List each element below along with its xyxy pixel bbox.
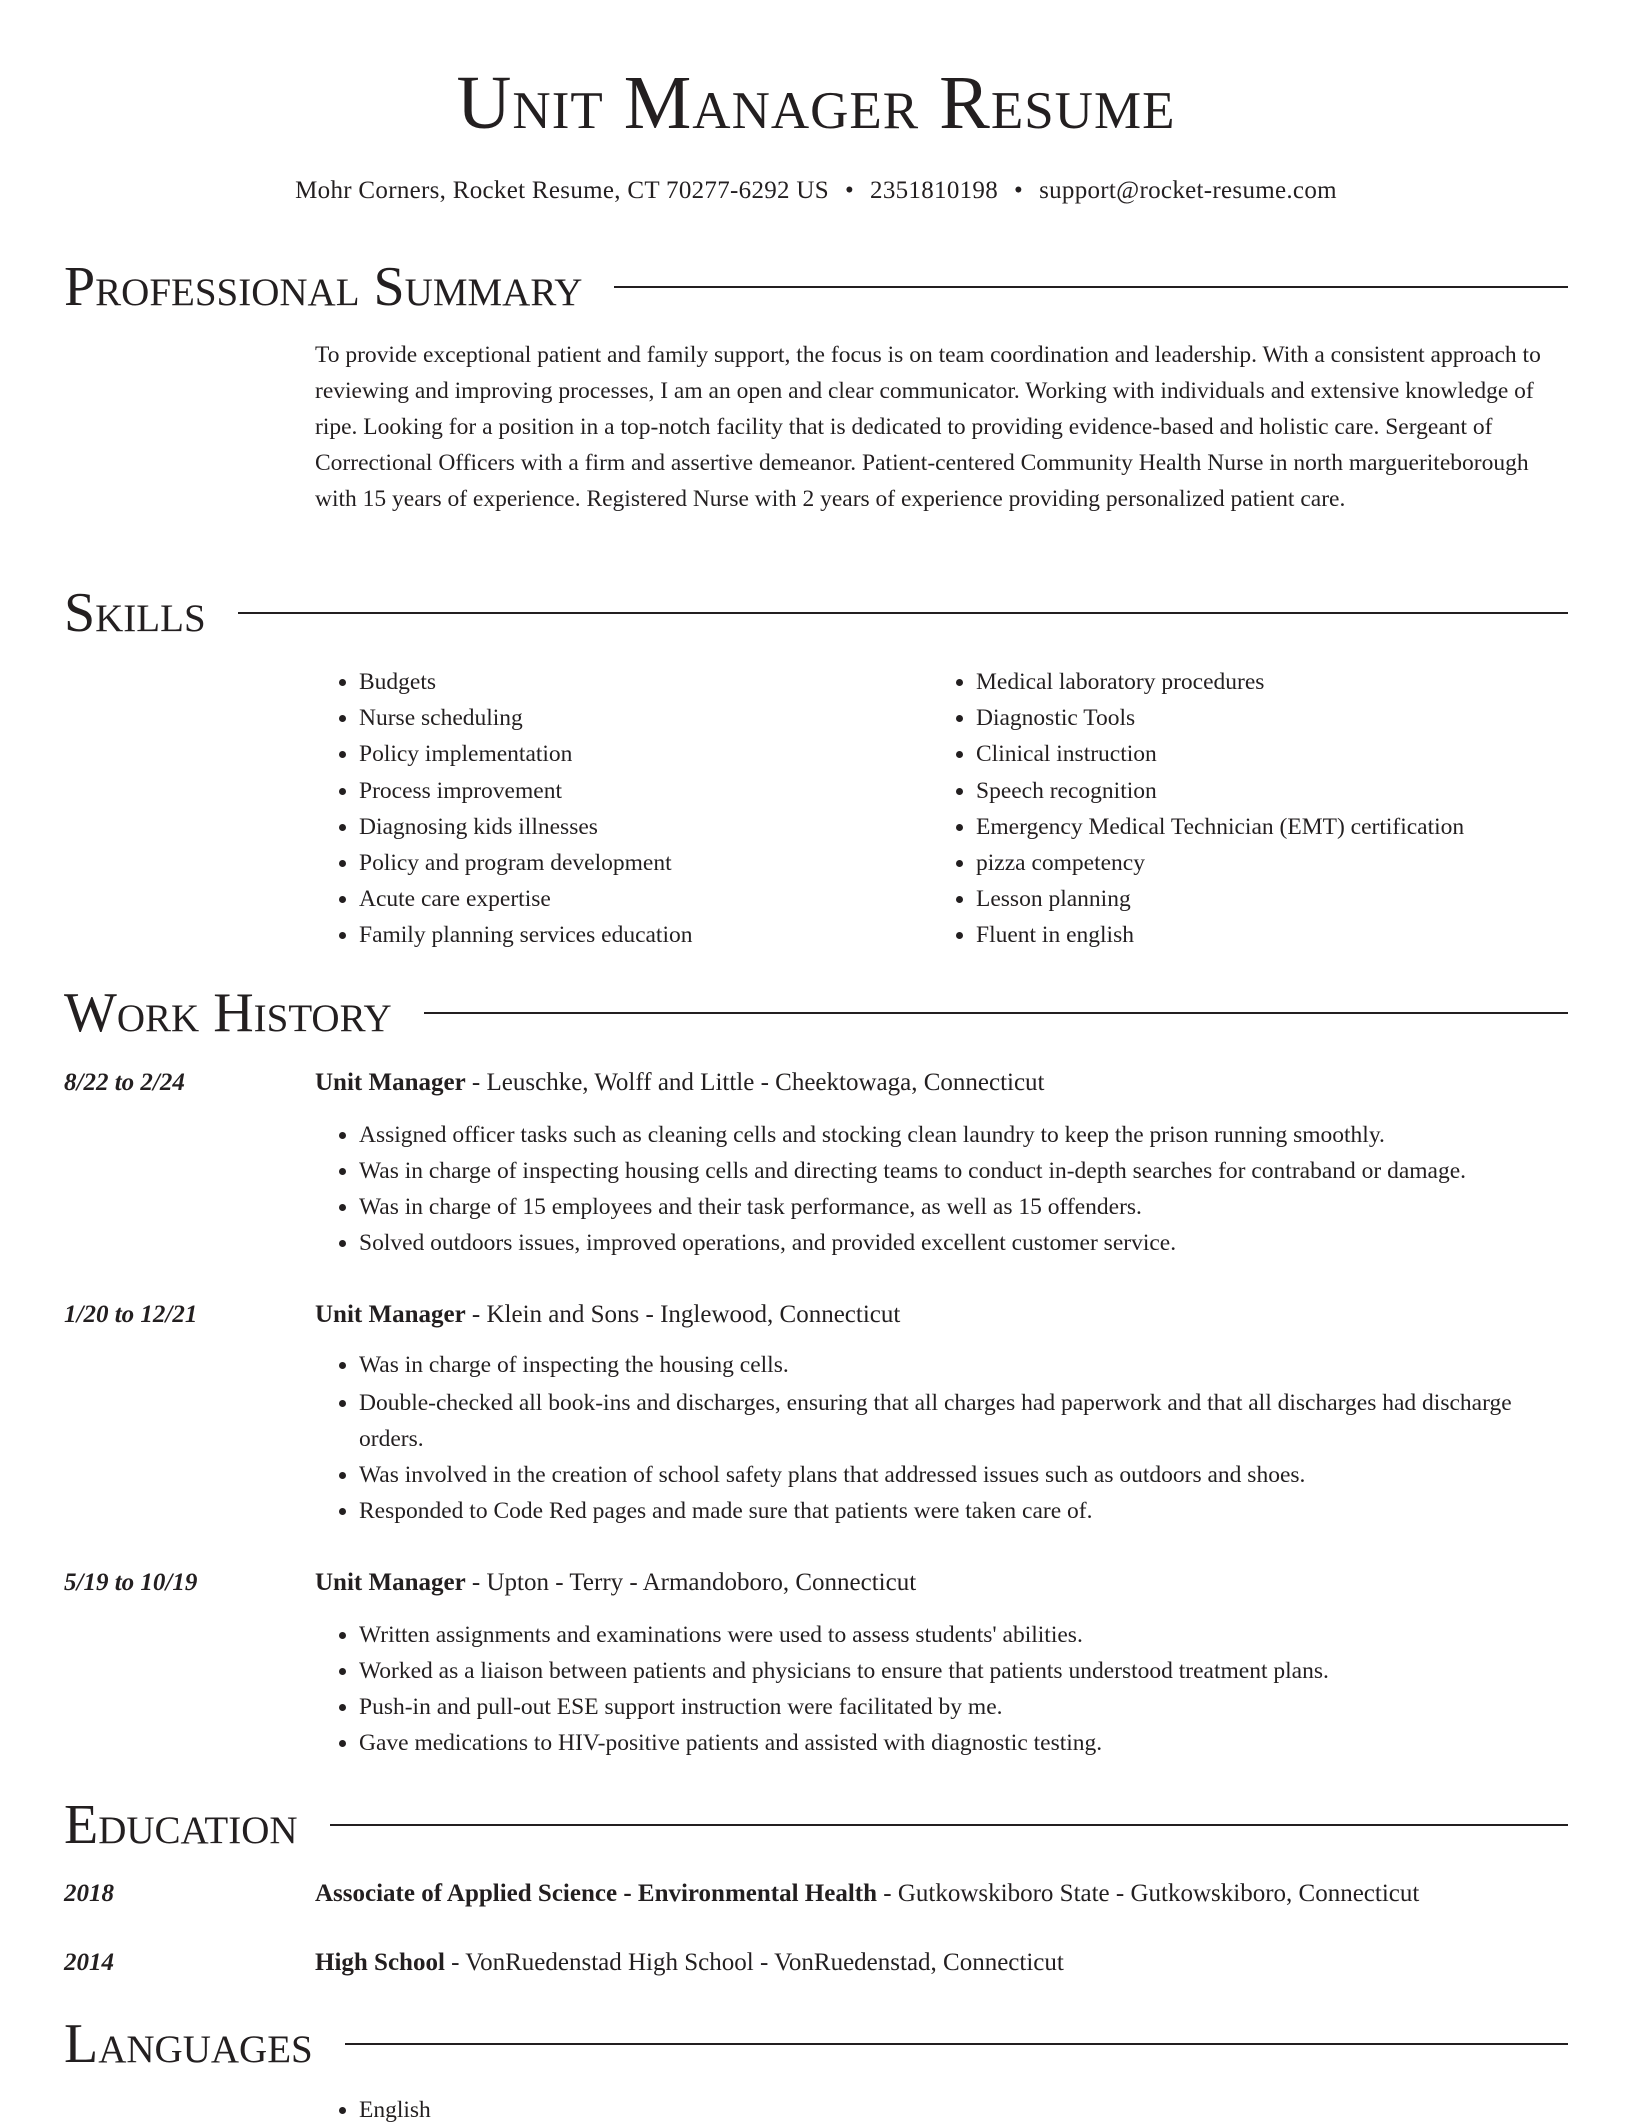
skill-item: • Acute care expertise <box>359 881 932 917</box>
language-item: • English <box>359 2092 1568 2128</box>
job-duty: • Was in charge of 15 employees and their task performance, as well as 15 offenders. <box>359 1189 1568 1225</box>
section-divider <box>614 286 1568 288</box>
job-duties <box>315 1347 1568 1529</box>
skill-item: • Diagnosing kids illnesses <box>359 809 932 845</box>
section-header-education <box>64 1790 1568 1860</box>
job-duty: • Responded to Code Red pages and made sure that patients were taken care of. <box>359 1493 1568 1529</box>
contact-separator: • <box>1014 177 1024 204</box>
job-duties <box>315 1617 1568 1761</box>
education-degree: High School <box>315 1949 445 1976</box>
job-duty: • Double-checked all book-ins and discharges, ensuring that all charges had paperwork and that all discharges had discharge orders. <box>359 1385 1568 1457</box>
skill-item: • Family planning services education <box>359 917 932 953</box>
skill-item: • Medical laboratory procedures <box>976 664 1549 700</box>
education-entry <box>315 1945 1568 1981</box>
job-employer: - Klein and Sons - Inglewood, Connecticut <box>465 1301 901 1328</box>
summary-text: To provide exceptional patient and family support, the focus is on team coordination and leadership. With a consistent approach to reviewing and improving processes, I am an open and clear communicator. Working with individuals and extensive knowledge of ripe. Looking for a position in a top-notch facility that is dedicated to providing evidence-based and holistic care. Sergeant of Correctional Officers with a firm and assertive demeanor. Patient-centered Community Health Nurse in north margueriteborough with 15 years of experience. Registered Nurse with 2 years of experience providing personalized patient care. <box>315 342 1541 512</box>
job-employer: - Upton - Terry - Armandoboro, Connecticut <box>465 1569 917 1596</box>
job-duty: • Push-in and pull-out ESE support instruction were facilitated by me. <box>359 1689 1568 1725</box>
job-entry <box>315 1297 1568 1529</box>
education-heading <box>315 1945 1568 1981</box>
skill-item: • Policy and program development <box>359 845 932 881</box>
contact-phone: 2351810198 <box>870 177 999 204</box>
section-title-summary: Professional Summary <box>64 256 583 318</box>
skills-columns <box>315 664 1568 954</box>
job-heading <box>315 1565 1568 1601</box>
job-dates: 1/20 to 12/21 <box>64 1301 198 1328</box>
job-duty: • Written assignments and examinations were used to assess students' abilities. <box>359 1617 1568 1653</box>
section-divider <box>345 2043 1568 2045</box>
summary-block <box>315 337 1568 517</box>
job-entry <box>315 1065 1568 1261</box>
job-duty: • Was in charge of inspecting housing cells and directing teams to conduct in-depth searches for contraband or damage. <box>359 1153 1568 1189</box>
job-duties <box>315 1117 1568 1261</box>
skill-item: • Nurse scheduling <box>359 700 932 736</box>
skills-list-right <box>932 664 1549 954</box>
section-header-languages <box>64 2009 1568 2079</box>
skill-item: • Clinical instruction <box>976 736 1549 772</box>
resume-title: Unit Manager Resume <box>456 61 1176 145</box>
section-header-work <box>64 978 1568 1048</box>
skill-item: • Lesson planning <box>976 881 1549 917</box>
skill-item: • Process improvement <box>359 773 932 809</box>
education-entry <box>315 1876 1568 1912</box>
section-title-skills: Skills <box>64 582 206 644</box>
section-header-summary <box>64 252 1568 322</box>
job-role: Unit Manager <box>315 1569 466 1596</box>
skill-item: • Policy implementation <box>359 736 932 772</box>
job-heading <box>315 1297 1568 1333</box>
section-title-languages: Languages <box>64 2013 313 2075</box>
job-duty: • Worked as a liaison between patients and physicians to ensure that patients understood treatment plans. <box>359 1653 1568 1689</box>
section-divider <box>424 1012 1568 1014</box>
skills-list-left <box>315 664 932 954</box>
job-employer: - Leuschke, Wolff and Little - Cheektowaga, Connecticut <box>465 1069 1045 1096</box>
skill-item: • Speech recognition <box>976 773 1549 809</box>
job-dates: 5/19 to 10/19 <box>64 1569 198 1596</box>
skills-block <box>315 664 1568 954</box>
job-entry <box>315 1565 1568 1761</box>
skill-item: • Emergency Medical Technician (EMT) certification <box>976 809 1549 845</box>
skill-item: • Fluent in english <box>976 917 1549 953</box>
languages-block <box>315 2092 1568 2128</box>
contact-address: Mohr Corners, Rocket Resume, CT 70277-6292 US <box>295 177 829 204</box>
section-title-work: Work History <box>64 982 392 1044</box>
education-year: 2018 <box>64 1880 114 1907</box>
job-duty: • Was in charge of inspecting the housing cells. <box>359 1347 1568 1383</box>
contact-separator: • <box>844 177 855 204</box>
languages-list <box>315 2092 1568 2128</box>
section-header-skills <box>64 578 1568 648</box>
contact-line <box>64 174 1568 208</box>
education-heading <box>315 1876 1568 1912</box>
job-duty: • Assigned officer tasks such as cleaning cells and stocking clean laundry to keep the prison running smoothly. <box>359 1117 1568 1153</box>
skill-item: • Budgets <box>359 664 932 700</box>
contact-email: support@rocket-resume.com <box>1039 177 1337 204</box>
education-year: 2014 <box>64 1949 114 1976</box>
skill-item: • pizza competency <box>976 845 1549 881</box>
job-dates: 8/22 to 2/24 <box>64 1069 185 1096</box>
job-role: Unit Manager <box>315 1301 466 1328</box>
education-degree: Associate of Applied Science - Environmental Health <box>315 1880 878 1907</box>
education-school: - Gutkowskiboro State - Gutkowskiboro, Connecticut <box>877 1880 1420 1907</box>
job-role: Unit Manager <box>315 1069 466 1096</box>
section-title-education: Education <box>64 1794 298 1856</box>
section-divider <box>238 612 1568 614</box>
job-duty: • Gave medications to HIV-positive patients and assisted with diagnostic testing. <box>359 1725 1568 1761</box>
section-divider <box>330 1824 1568 1826</box>
education-school: - VonRuedenstad High School - VonRuedenstad, Connecticut <box>444 1949 1064 1976</box>
job-heading <box>315 1065 1568 1101</box>
job-duty: • Was involved in the creation of school safety plans that addressed issues such as outdoors and shoes. <box>359 1457 1568 1493</box>
job-duty: • Solved outdoors issues, improved operations, and provided excellent customer service. <box>359 1225 1568 1261</box>
skill-item: • Diagnostic Tools <box>976 700 1549 736</box>
